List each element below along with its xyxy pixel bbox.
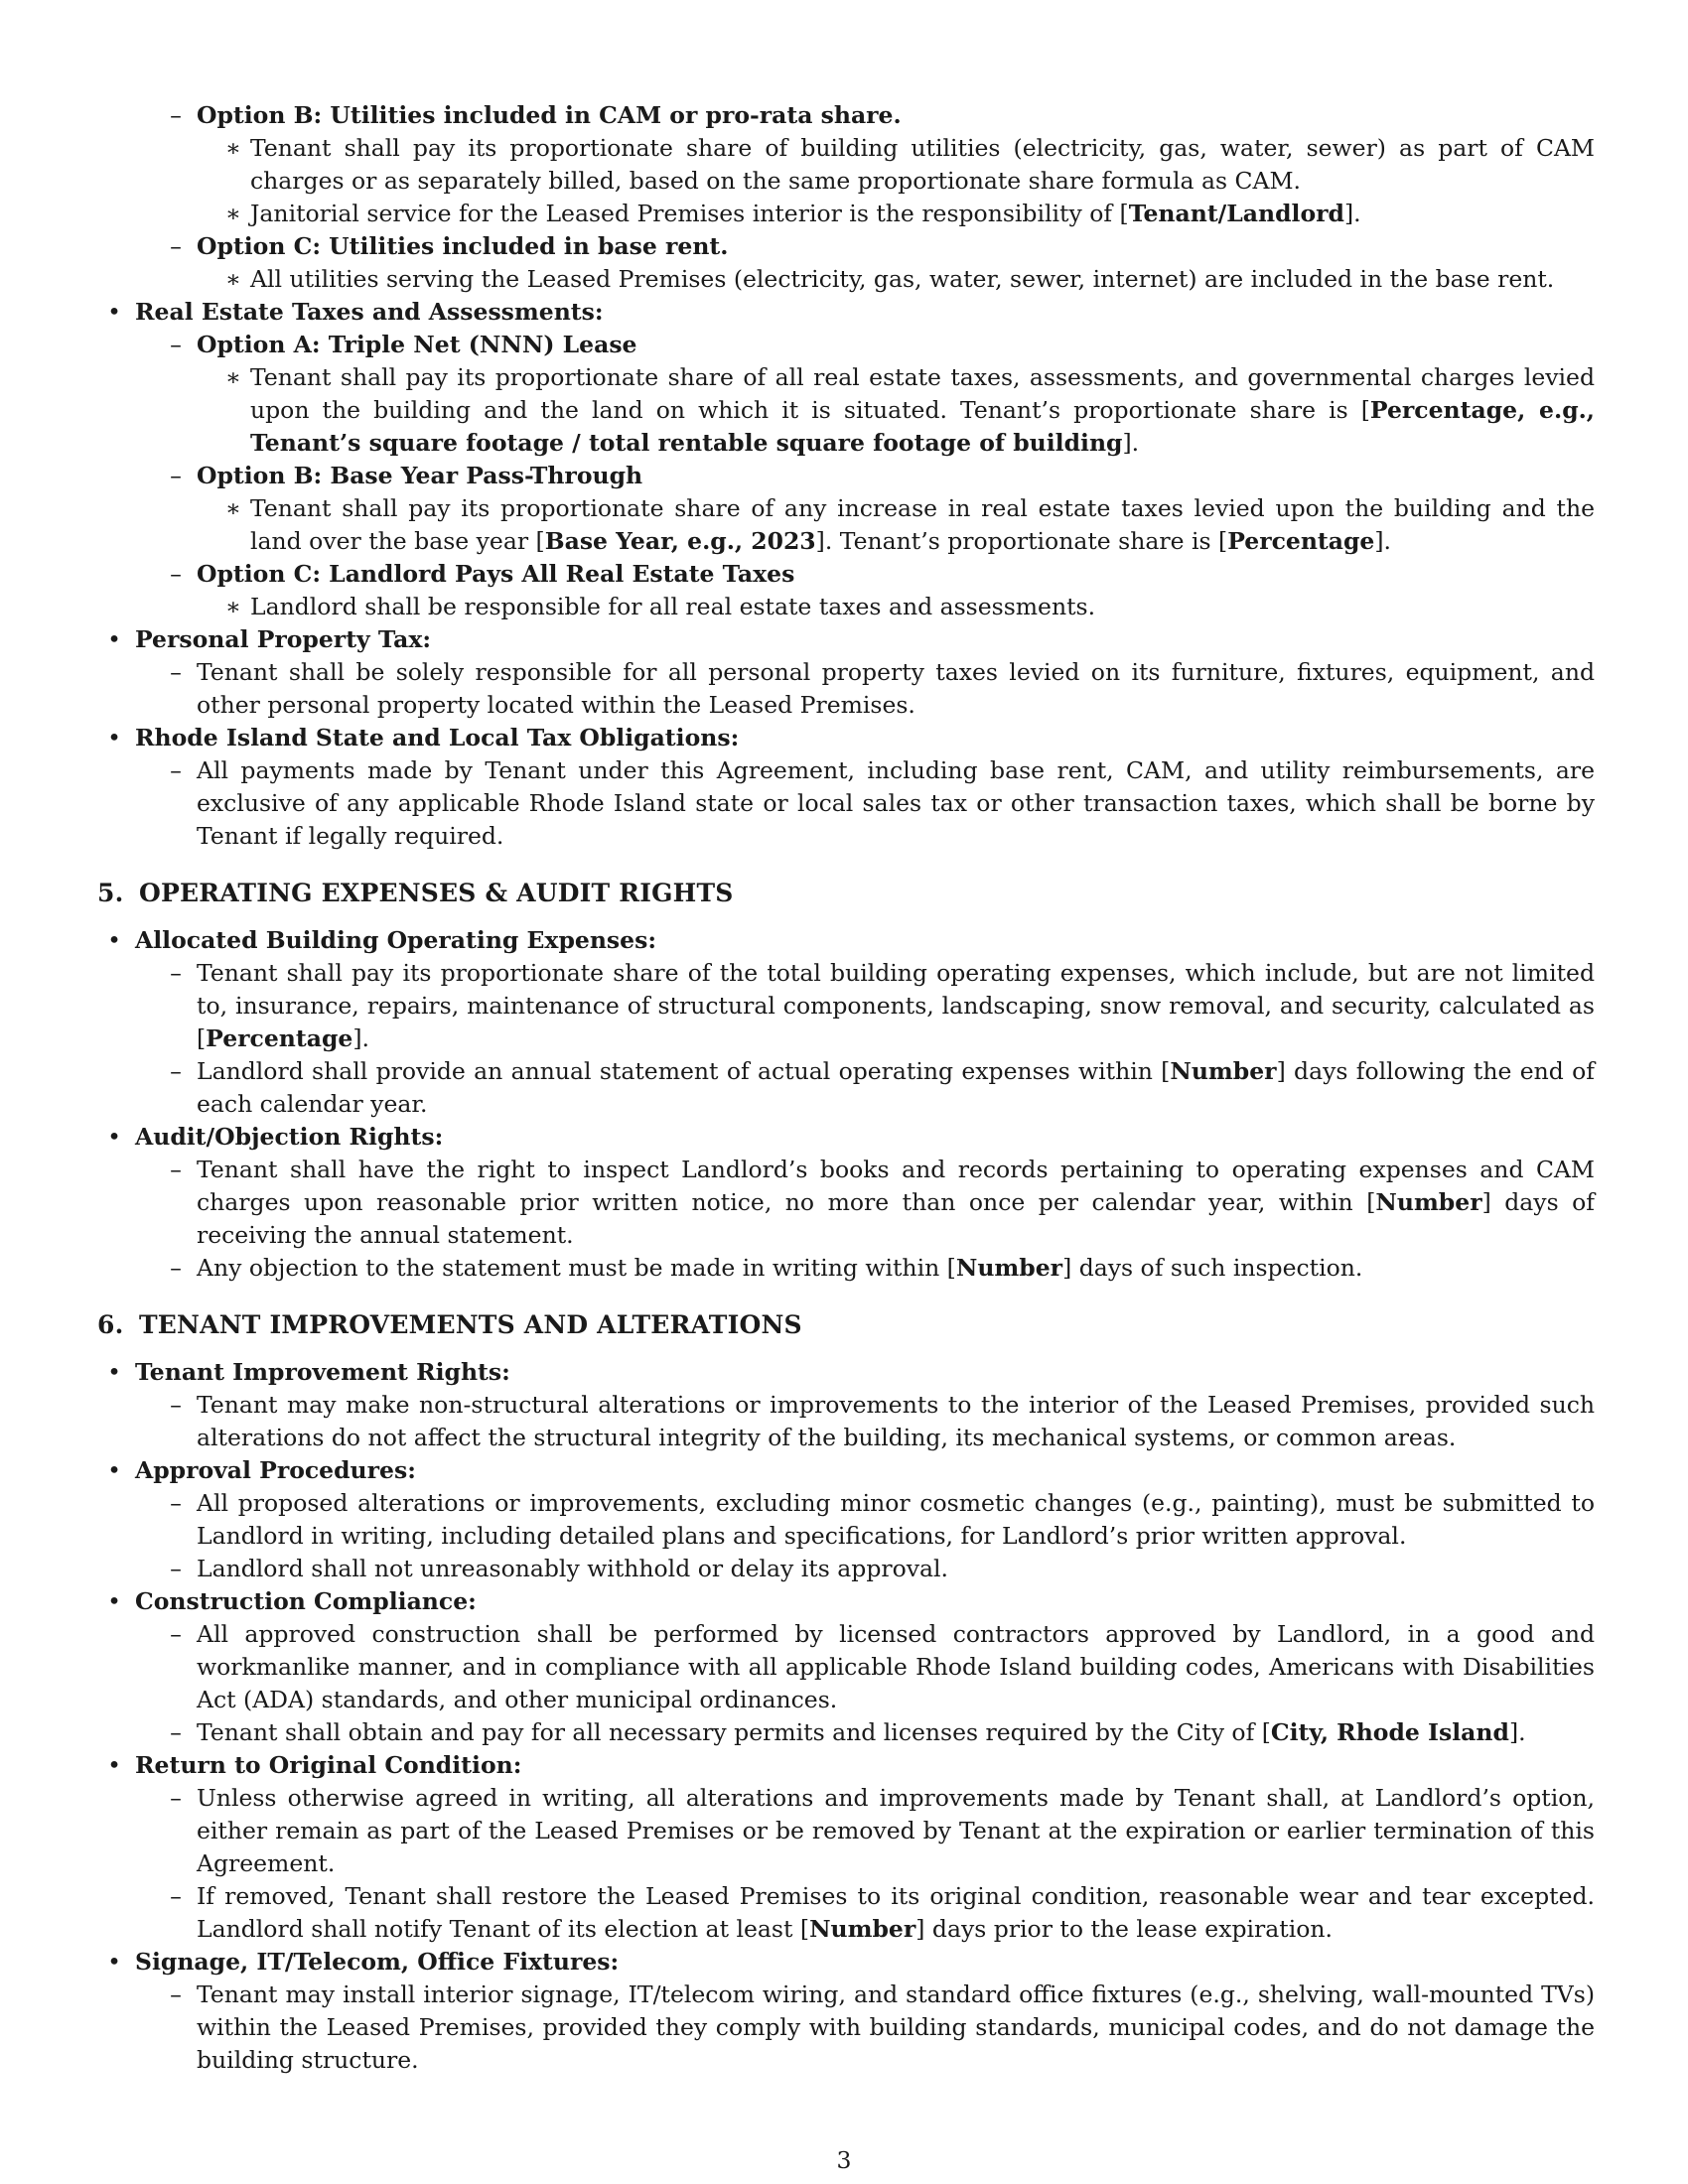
list-item: – Unless otherwise agreed in writing, all alterations and improvements made by Tenant shall, at Landlord’s option, either remain as part of the Leased Premises or be removed by Tenant at the expiration or earlier termination of this Agreement. [197,1782,1595,1880]
real-estate-taxes-heading: • Real Estate Taxes and Assessments: [135,296,1595,329]
star-marker: ∗ [225,593,241,620]
list-item: – Landlord shall not unreasonably withhold or delay its approval. [197,1553,1595,1585]
audit-rights-heading: • Audit/Objection Rights: [135,1121,1595,1154]
list-item: – Tenant may install interior signage, IT/telecom wiring, and standard office fixtures (e.g., shelving, wall-mounted TVs) within the Leased Premises, provided they comply with building standards, municipal codes, and do not damage the building structure. [197,1979,1595,2077]
star-marker: ∗ [225,494,241,522]
dash-marker: – [170,1784,182,1812]
list-item: – All payments made by Tenant under this Agreement, including base rent, CAM, and utility reimbursements, are exclusive of any applicable Rhode Island state or local sales tax or other transaction taxes, which shall be borne by Tenant if legally required. [197,754,1595,853]
dash-marker: – [170,1254,182,1282]
bullet-marker: • [107,1358,121,1386]
return-condition-heading: • Return to Original Condition: [135,1749,1595,1782]
bullet-marker: • [107,1587,121,1615]
bullet-marker: • [107,724,121,751]
star-marker: ∗ [225,265,241,293]
list-item: ∗ Janitorial service for the Leased Premises interior is the responsibility of [Tenant/Landlord]. [250,198,1595,230]
list-item: – Landlord shall provide an annual statement of actual operating expenses within [Number] days following the end of each calendar year. [197,1055,1595,1121]
dash-marker: – [170,756,182,784]
option-c-heading: – Option C: Landlord Pays All Real Estate Taxes [197,558,1595,591]
star-marker: ∗ [225,200,241,227]
dash-marker: – [170,959,182,987]
improvement-rights-heading: • Tenant Improvement Rights: [135,1356,1595,1389]
list-item: – All approved construction shall be performed by licensed contractors approved by Landlord, in a good and workmanlike manner, and in compliance with all applicable Rhode Island building codes, Americans with Disabilities Act (ADA) standards, and other municipal ordinances. [197,1618,1595,1716]
dash-marker: – [170,658,182,686]
dash-marker: – [170,1718,182,1746]
dash-marker: – [170,1882,182,1910]
list-item: – Tenant shall pay its proportionate share of the total building operating expenses, which include, but are not limited to, insurance, repairs, maintenance of structural components, landscaping, snow removal, and security, calculated as [Percentage]. [197,957,1595,1055]
option-a-heading: – Option A: Triple Net (NNN) Lease [197,329,1595,361]
bullet-marker: • [107,1456,121,1484]
dash-marker: – [170,1555,182,1582]
ri-tax-heading: • Rhode Island State and Local Tax Obligations: [135,722,1595,754]
list-item: ∗ Tenant shall pay its proportionate share of any increase in real estate taxes levied upon the building and the land over the base year [Base Year, e.g., 2023]. Tenant’s proportionate share is [Percentage]. [250,492,1595,558]
list-item: – Tenant may make non-structural alterations or improvements to the interior of the Leased Premises, provided such alterations do not affect the structural integrity of the building, its mechanical systems, or common areas. [197,1389,1595,1454]
list-item: – Tenant shall obtain and pay for all necessary permits and licenses required by the City of [City, Rhode Island]. [197,1716,1595,1749]
allocated-expenses-heading: • Allocated Building Operating Expenses: [135,924,1595,957]
list-item: – All proposed alterations or improvements, excluding minor cosmetic changes (e.g., painting), must be submitted to Landlord in writing, including detailed plans and specifications, for Landlord’s prior written approval. [197,1487,1595,1553]
personal-property-tax-heading: • Personal Property Tax: [135,623,1595,656]
dash-marker: – [170,560,182,588]
list-item: – Any objection to the statement must be made in writing within [Number] days of such inspection. [197,1252,1595,1285]
star-marker: ∗ [225,134,241,162]
bullet-marker: • [107,1751,121,1779]
dash-marker: – [170,232,182,260]
page-number: 3 [836,2146,852,2174]
list-item: ∗ Tenant shall pay its proportionate share of all real estate taxes, assessments, and governmental charges levied upon the building and the land on which it is situated. Tenant’s proportionate share is [Percentage, e.g., Tenant’s square footage / total rentable square footage of building]. [250,361,1595,460]
bullet-marker: • [107,1948,121,1976]
dash-marker: – [170,331,182,358]
star-marker: ∗ [225,363,241,391]
dash-marker: – [170,1391,182,1419]
signage-heading: • Signage, IT/Telecom, Office Fixtures: [135,1946,1595,1979]
section-6-title: 6. TENANT IMPROVEMENTS AND ALTERATIONS [97,1310,802,1339]
section-5-title: 5. OPERATING EXPENSES & AUDIT RIGHTS [97,879,734,907]
bullet-marker: • [107,926,121,954]
dash-marker: – [170,1980,182,2008]
construction-compliance-heading: • Construction Compliance: [135,1585,1595,1618]
bullet-marker: • [107,298,121,326]
list-item: – If removed, Tenant shall restore the Leased Premises to its original condition, reasonable wear and tear excepted. Landlord shall notify Tenant of its election at least [Number] days prior to the lease expiration. [197,1880,1595,1946]
bullet-marker: • [107,1123,121,1151]
approval-procedures-heading: • Approval Procedures: [135,1454,1595,1487]
list-item: ∗ Landlord shall be responsible for all real estate taxes and assessments. [250,591,1595,623]
option-b-heading: – Option B: Base Year Pass-Through [197,460,1595,492]
dash-marker: – [170,1057,182,1085]
list-item: – Tenant shall have the right to inspect Landlord’s books and records pertaining to operating expenses and CAM charges upon reasonable prior written notice, no more than once per calendar year, within [Number] days of receiving the annual statement. [197,1154,1595,1252]
bullet-marker: • [107,625,121,653]
dash-marker: – [170,101,182,129]
dash-marker: – [170,1620,182,1648]
utilities-option-c-heading: – Option C: Utilities included in base rent. [197,230,1595,263]
dash-marker: – [170,1156,182,1183]
dash-marker: – [170,1489,182,1517]
list-item: – Tenant shall be solely responsible for all personal property taxes levied on its furniture, fixtures, equipment, and other personal property located within the Leased Premises. [197,656,1595,722]
utilities-option-b-heading: – Option B: Utilities included in CAM or pro-rata share. [197,99,1595,132]
list-item: ∗ Tenant shall pay its proportionate share of building utilities (electricity, gas, water, sewer) as part of CAM charges or as separately billed, based on the same proportionate share formula as CAM. [250,132,1595,198]
list-item: ∗ All utilities serving the Leased Premises (electricity, gas, water, sewer, internet) are included in the base rent. [250,263,1595,296]
dash-marker: – [170,462,182,489]
